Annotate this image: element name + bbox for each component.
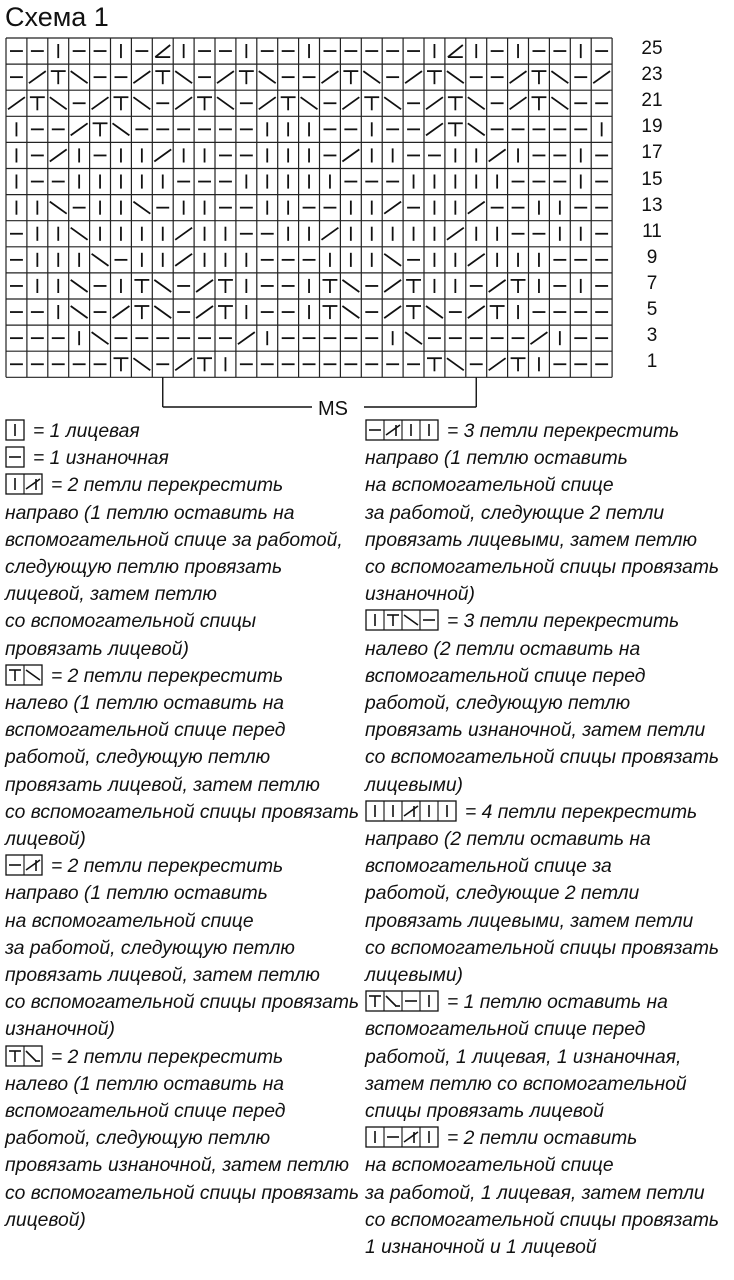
chart-cell — [113, 123, 130, 135]
legend-text: налево (2 петли оставить на — [365, 638, 641, 660]
chart-cell — [175, 71, 192, 83]
chart-cell — [92, 97, 109, 109]
legend-text: = 2 петли оставить — [447, 1128, 638, 1150]
chart-cell — [92, 254, 109, 266]
chart-cell — [468, 202, 485, 214]
chart-cell — [134, 306, 149, 319]
chart-cell — [92, 332, 109, 344]
legend-text: = 3 петли перекрестить — [447, 611, 680, 633]
chart-cell — [154, 280, 171, 292]
legend-symbol — [365, 611, 447, 632]
legend-text: работой, следующую петлю — [365, 693, 631, 715]
row-number: 19 — [641, 116, 663, 138]
legend-symbol-icon — [5, 1045, 43, 1067]
row-number: 21 — [641, 90, 663, 112]
chart-cell — [154, 149, 171, 161]
knitting-chart — [0, 0, 734, 420]
row-number: 15 — [641, 168, 663, 190]
legend-symbol-icon — [365, 419, 439, 441]
chart-cell — [197, 97, 212, 110]
legend-text: 1 изнаночной и 1 лицевой — [365, 1237, 597, 1259]
chart-cell — [489, 149, 506, 161]
chart-cell — [217, 97, 234, 109]
legend-text: следующую петлю провязать — [5, 557, 283, 579]
chart-cell — [113, 306, 130, 318]
legend-item — [5, 418, 363, 445]
chart-cell — [363, 71, 380, 83]
chart-cell — [489, 358, 506, 370]
chart-cell — [323, 280, 338, 293]
legend-item — [365, 1125, 723, 1261]
legend-text: вспомогательной спице за — [365, 856, 612, 878]
chart-cell — [217, 71, 234, 83]
chart-cell — [239, 71, 254, 84]
legend-symbol — [5, 666, 51, 687]
legend-text: провязать лицевыми, затем петлю — [365, 529, 698, 551]
legend-text: лицевой) — [5, 1209, 86, 1231]
legend-text: со вспомогательной спицы провязать — [5, 992, 360, 1014]
chart-cell — [426, 97, 443, 109]
legend-text: работой, следующую петлю — [5, 747, 271, 769]
legend-text: вспомогательной спице за работой, — [5, 529, 343, 551]
legend-text: со вспомогательной спицы провязать — [5, 801, 360, 823]
chart-cell — [133, 97, 150, 109]
legend-text: изнаночной) — [5, 1019, 115, 1041]
legend-symbol-icon — [5, 446, 25, 468]
chart-cell — [384, 306, 401, 318]
chart-cell — [50, 97, 67, 109]
row-number: 17 — [641, 142, 663, 164]
chart-cell — [448, 123, 463, 136]
chart-cell — [238, 332, 255, 344]
row-number: 1 — [646, 351, 658, 373]
legend-symbol-icon — [365, 990, 439, 1012]
chart-cell — [406, 306, 421, 319]
chart-cell — [71, 228, 88, 240]
legend-symbol-icon — [5, 854, 43, 876]
chart-cell — [29, 71, 46, 83]
legend-text: = 2 петли перекрестить — [51, 856, 284, 878]
legend-text: направо (1 петлю оставить — [365, 448, 628, 470]
legend-text: провязать лицевой, затем петлю — [5, 774, 320, 796]
chart-cell — [342, 280, 359, 292]
legend-text: провязать изнаночной, затем петли — [365, 720, 706, 742]
legend-symbol — [5, 1047, 51, 1068]
legend-text: затем петлю со вспомогательной — [365, 1073, 687, 1095]
row-number: 3 — [646, 325, 658, 347]
chart-cell — [342, 306, 359, 318]
legend-symbol — [5, 421, 33, 442]
chart-cell — [448, 45, 463, 57]
chart-cell — [93, 123, 108, 136]
chart-cell — [406, 280, 421, 293]
chart-cell — [468, 97, 485, 109]
chart-cell — [468, 123, 485, 135]
legend-text: работой, следующие 2 петли — [365, 883, 640, 905]
legend-text: со вспомогательной спицы провязать — [365, 1209, 720, 1231]
legend-symbol — [5, 475, 51, 496]
legend-text: провязать лицевой) — [5, 638, 189, 660]
chart-cell — [71, 306, 88, 318]
legend-text: лицевой) — [5, 829, 86, 851]
chart-cell — [218, 280, 233, 293]
chart-cell — [551, 71, 568, 83]
legend-item — [365, 418, 723, 608]
chart-cell — [510, 71, 527, 83]
legend-text: за работой, следующие 2 петли — [365, 502, 665, 524]
chart-cell — [468, 254, 485, 266]
chart-cell — [133, 71, 150, 83]
legend-item — [5, 663, 363, 853]
legend-symbol-icon — [365, 800, 457, 822]
chart-cell — [551, 97, 568, 109]
chart-cell — [196, 280, 213, 292]
legend-text: = 1 лицевая — [33, 421, 140, 442]
chart-cell — [448, 97, 463, 110]
chart-cell — [364, 97, 379, 110]
legend-text: изнаночной) — [365, 584, 475, 606]
chart-cell — [259, 71, 276, 83]
chart-cell — [301, 97, 318, 109]
chart-cell — [71, 71, 88, 83]
chart-cell — [218, 306, 233, 319]
chart-cell — [154, 306, 171, 318]
chart-cell — [427, 358, 442, 371]
chart-cell — [511, 358, 526, 371]
legend-symbol — [365, 802, 465, 823]
legend-text: на вспомогательной спице — [365, 1155, 614, 1177]
legend-symbol — [365, 1128, 447, 1149]
chart-cell — [323, 306, 338, 319]
chart-cell — [426, 306, 443, 318]
chart-cell — [405, 71, 422, 83]
legend-text: спицы провязать лицевой — [365, 1101, 605, 1123]
chart-cell — [447, 228, 464, 240]
legend-text: направо (1 петлю оставить — [5, 883, 268, 905]
legend-text: работой, следующую петлю — [5, 1128, 271, 1150]
row-number: 23 — [641, 64, 663, 86]
legend-item — [5, 853, 363, 1043]
legend-symbol — [365, 421, 447, 442]
legend-item — [5, 445, 363, 472]
chart-cell — [175, 228, 192, 240]
chart-cell — [532, 71, 547, 84]
legend-text: вспомогательной спице перед — [365, 1019, 646, 1041]
legend-symbol-icon — [5, 664, 43, 686]
chart-cell — [426, 123, 443, 135]
legend-symbol-icon — [5, 473, 43, 495]
chart-cell — [447, 71, 464, 83]
chart-cell — [133, 202, 150, 214]
chart-cell — [71, 123, 88, 135]
legend-symbol-icon — [365, 609, 439, 631]
chart-symbols — [8, 44, 610, 371]
chart-cell — [51, 71, 66, 84]
chart-cell — [175, 254, 192, 266]
legend-text: налево (1 петлю оставить на — [5, 693, 285, 715]
legend-symbol — [5, 856, 51, 877]
chart-cell — [114, 97, 129, 110]
row-number: 5 — [646, 299, 658, 320]
legend-item — [5, 1044, 363, 1234]
chart-cell — [175, 358, 192, 370]
chart-cell — [405, 332, 422, 344]
legend-item — [365, 799, 723, 989]
chart-cell — [175, 97, 192, 109]
legend-symbol — [365, 992, 447, 1013]
legend-item — [365, 989, 723, 1125]
chart-cell — [427, 71, 442, 84]
legend-symbol — [5, 448, 33, 469]
row-number: 13 — [641, 194, 663, 216]
legend-text: = 1 петлю оставить на — [447, 992, 668, 1014]
chart-cell — [8, 97, 25, 109]
legend-text: со вспомогательной спицы провязать — [365, 557, 720, 579]
chart-cell — [343, 71, 358, 84]
chart-cell — [384, 254, 401, 266]
chart-cell — [259, 97, 276, 109]
legend-item — [365, 608, 723, 798]
chart-cell — [447, 358, 464, 370]
chart-cell — [511, 280, 526, 293]
chart-cell — [532, 97, 547, 110]
legend-text: со вспомогательной спицы — [5, 611, 257, 633]
chart-cell — [384, 202, 401, 214]
chart-cell — [593, 71, 610, 83]
row-number: 9 — [646, 246, 658, 268]
chart-cell — [134, 280, 149, 293]
chart-cell — [133, 358, 150, 370]
row-number: 11 — [642, 220, 662, 242]
legend-left-column — [5, 418, 363, 1234]
legend-text: работой, 1 лицевая, 1 изнаночная, — [365, 1046, 682, 1068]
legend-text: = 1 изнаночная — [33, 448, 169, 470]
legend-text: = 2 петли перекрестить — [51, 1046, 284, 1068]
chart-cell — [510, 97, 527, 109]
legend-text: налево (1 петлю оставить на — [5, 1073, 285, 1095]
chart-cell — [322, 228, 339, 240]
legend-text: лицевыми) — [365, 965, 463, 987]
legend-text: направо (2 петли оставить на — [365, 829, 651, 851]
legend-symbol-icon — [365, 1126, 439, 1148]
chart-cell — [155, 45, 170, 57]
chart-cell — [30, 97, 45, 110]
chart-cell — [384, 280, 401, 292]
chart-cell — [50, 202, 67, 214]
chart-cell — [50, 149, 67, 161]
ms-label: MS — [318, 398, 348, 420]
legend-text: = 3 петли перекрестить — [447, 421, 680, 442]
chart-cell — [114, 358, 129, 371]
chart-cell — [322, 71, 339, 83]
chart-cell — [71, 280, 88, 292]
chart-cell — [342, 97, 359, 109]
legend-text: лицевой, затем петлю — [5, 584, 217, 606]
chart-cell — [489, 280, 506, 292]
legend-text: на вспомогательной спице — [365, 475, 614, 497]
legend-text: вспомогательной спице перед — [5, 720, 286, 742]
row-number: 25 — [641, 38, 663, 59]
legend-text: вспомогательной спице перед — [365, 665, 646, 687]
chart-title: Схема 1 — [5, 2, 109, 32]
chart-cell — [342, 149, 359, 161]
legend-text: = 2 петли перекрестить — [51, 665, 284, 687]
legend-text: = 4 петли перекрестить — [465, 801, 698, 823]
legend-item — [5, 472, 363, 662]
chart-cell — [196, 306, 213, 318]
legend-text: провязать лицевой, затем петлю — [5, 965, 320, 987]
chart-cell — [531, 332, 548, 344]
legend-text: вспомогательной спице перед — [5, 1101, 286, 1123]
legend-text: за работой, 1 лицевая, затем петли — [365, 1182, 705, 1204]
legend-text: за работой, следующую петлю — [5, 937, 295, 959]
legend-text: провязать изнаночной, затем петлю — [5, 1155, 350, 1177]
legend-text: со вспомогательной спицы провязать — [5, 1182, 360, 1204]
chart-cell — [490, 306, 505, 319]
row-number: 7 — [646, 272, 658, 294]
legend-text: со вспомогательной спицы провязать — [365, 937, 720, 959]
legend-text: направо (1 петлю оставить на — [5, 502, 295, 524]
chart-cell — [468, 306, 485, 318]
chart-cell — [197, 358, 212, 371]
chart-cell — [281, 97, 296, 110]
legend-text: лицевыми) — [365, 774, 463, 796]
legend-symbol-icon — [5, 419, 25, 441]
legend-right-column — [365, 418, 723, 1261]
chart-cell — [155, 71, 170, 84]
chart-cell — [384, 97, 401, 109]
legend-text: = 2 петли перекрестить — [51, 475, 284, 497]
legend-text: на вспомогательной спице — [5, 910, 254, 932]
legend-text: провязать лицевыми, затем петли — [365, 910, 694, 932]
legend-text: со вспомогательной спицы провязать — [365, 747, 720, 769]
